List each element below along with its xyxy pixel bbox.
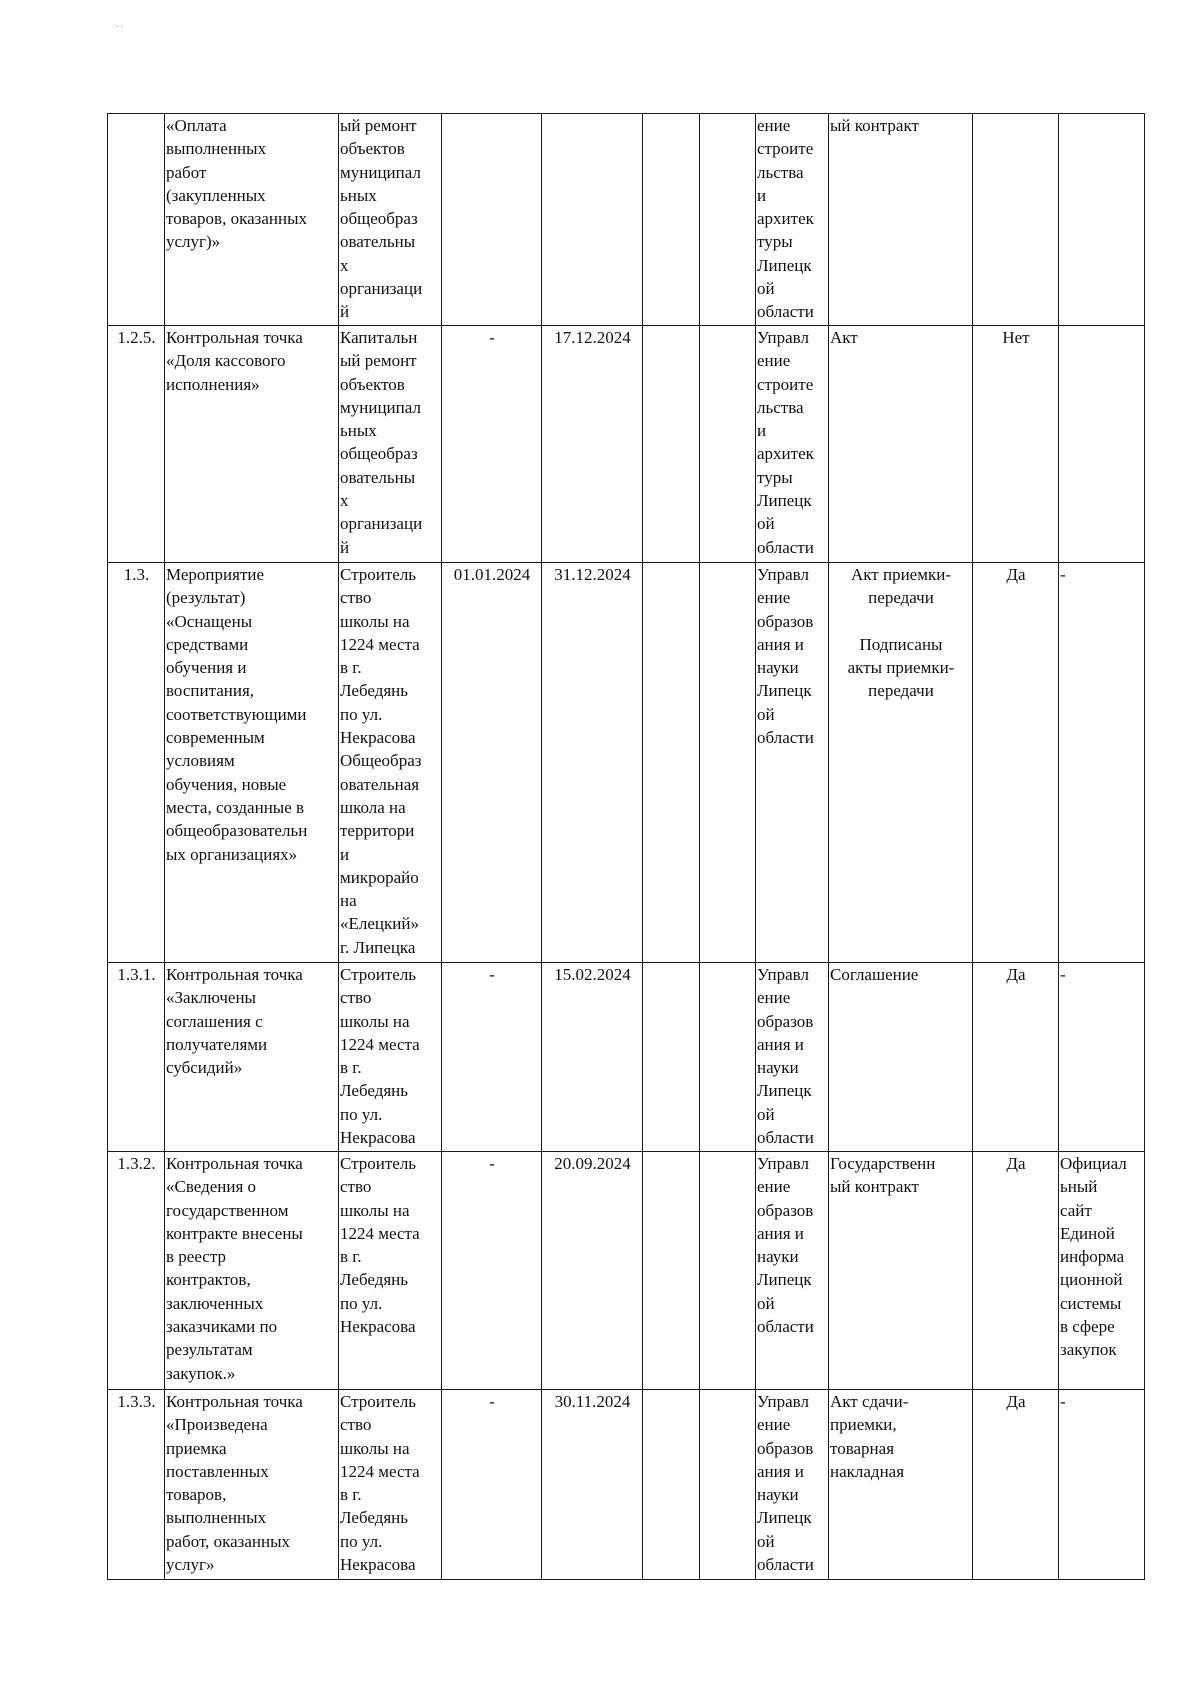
row-responsible: Управл ение образов ания и науки Липецк ой области [756, 1152, 829, 1390]
row-flag: Да [973, 1152, 1059, 1390]
row-responsible: Управл ение образов ания и науки Липецк ой области [756, 1390, 829, 1580]
row-number: 1.3.2. [108, 1152, 165, 1390]
row-name: «Оплата выполненных работ (закупленных товаров, оказанных услуг)» [165, 114, 339, 326]
row-document: Соглашение [829, 963, 973, 1152]
row-end-date: 30.11.2024 [542, 1390, 643, 1580]
row-name: Контрольная точка «Доля кассового исполнения» [165, 326, 339, 563]
row-name: Контрольная точка «Заключены соглашения с получателями субсидий» [165, 963, 339, 1152]
row-name: Контрольная точка «Произведена приемка поставленных товаров, выполненных работ, оказанных услуг» [165, 1390, 339, 1580]
row-number: 1.3.1. [108, 963, 165, 1152]
row-cell-empty [643, 563, 700, 963]
row-object: Строитель ство школы на 1224 места в г. Лебедянь по ул. Некрасова Общеобраз овательная школа на территори и микрорайо на «Елецкий» г. Липецка [339, 563, 442, 963]
plan-table [107, 113, 1145, 1580]
row-document: Акт [829, 326, 973, 563]
row-document: Государственн ый контракт [829, 1152, 973, 1390]
scan-speck: ˙' ' [112, 24, 123, 33]
row-flag: Да [973, 963, 1059, 1152]
table-row [108, 114, 1145, 326]
row-number: 1.3. [108, 563, 165, 963]
row-cell-empty [643, 114, 700, 326]
row-end-date: 31.12.2024 [542, 563, 643, 963]
row-end-date [542, 114, 643, 326]
row-end-date: 15.02.2024 [542, 963, 643, 1152]
row-number [108, 114, 165, 326]
row-start-date: - [442, 1152, 542, 1390]
row-end-date: 20.09.2024 [542, 1152, 643, 1390]
row-start-date: 01.01.2024 [442, 563, 542, 963]
row-responsible: Управл ение строите льства и архитек туры Липецк ой области [756, 326, 829, 563]
row-cell-empty [700, 1152, 756, 1390]
row-system [1059, 326, 1145, 563]
row-object: Строитель ство школы на 1224 места в г. Лебедянь по ул. Некрасова [339, 1152, 442, 1390]
row-responsible: Управл ение образов ания и науки Липецк ой области [756, 563, 829, 963]
row-flag: Нет [973, 326, 1059, 563]
row-name: Контрольная точка «Сведения о государственном контракте внесены в реестр контрактов, заключенных заказчиками по результатам закупок.» [165, 1152, 339, 1390]
row-end-date: 17.12.2024 [542, 326, 643, 563]
table-row [108, 563, 1145, 963]
table-row [108, 1390, 1145, 1580]
row-system: - [1059, 563, 1145, 963]
row-object: Строитель ство школы на 1224 места в г. Лебедянь по ул. Некрасова [339, 963, 442, 1152]
row-cell-empty [643, 326, 700, 563]
table-row [108, 963, 1145, 1152]
row-cell-empty [700, 1390, 756, 1580]
row-number: 1.2.5. [108, 326, 165, 563]
row-system [1059, 114, 1145, 326]
row-cell-empty [643, 1152, 700, 1390]
row-flag: Да [973, 1390, 1059, 1580]
row-object: Капитальн ый ремонт объектов муниципал ьных общеобраз овательны х организаци й [339, 326, 442, 563]
row-number: 1.3.3. [108, 1390, 165, 1580]
row-cell-empty [700, 963, 756, 1152]
table-row [108, 1152, 1145, 1390]
row-start-date: - [442, 326, 542, 563]
row-document: ый контракт [829, 114, 973, 326]
row-system: - [1059, 1390, 1145, 1580]
row-document: Акт приемки- передачи Подписаны акты приемки- передачи [829, 563, 973, 963]
row-system: Официал ьный сайт Единой информа ционной системы в сфере закупок [1059, 1152, 1145, 1390]
row-document: Акт сдачи- приемки, товарная накладная [829, 1390, 973, 1580]
row-cell-empty [700, 326, 756, 563]
row-flag [973, 114, 1059, 326]
row-cell-empty [643, 1390, 700, 1580]
row-cell-empty [643, 963, 700, 1152]
row-start-date: - [442, 1390, 542, 1580]
row-responsible: Управл ение образов ания и науки Липецк ой области [756, 963, 829, 1152]
row-system: - [1059, 963, 1145, 1152]
row-flag: Да [973, 563, 1059, 963]
row-cell-empty [700, 114, 756, 326]
row-start-date [442, 114, 542, 326]
row-start-date: - [442, 963, 542, 1152]
row-object: Строитель ство школы на 1224 места в г. Лебедянь по ул. Некрасова [339, 1390, 442, 1580]
table-row [108, 326, 1145, 563]
row-name: Мероприятие (результат) «Оснащены средствами обучения и воспитания, соответствующими современным условиям обучения, новые места, созданные в общеобразовательн ых организациях» [165, 563, 339, 963]
row-cell-empty [700, 563, 756, 963]
row-object: ый ремонт объектов муниципал ьных общеобраз овательны х организаци й [339, 114, 442, 326]
row-responsible: ение строите льства и архитек туры Липецк ой области [756, 114, 829, 326]
